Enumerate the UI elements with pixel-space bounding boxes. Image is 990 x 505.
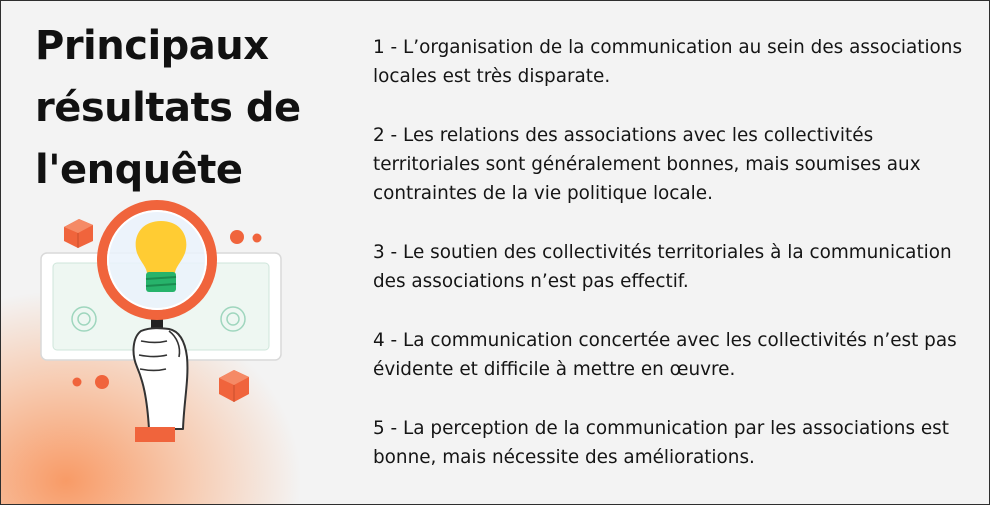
decorative-dot [230, 230, 244, 244]
title-line-2: résultats de [35, 85, 301, 131]
magnifier-illustration [1, 1, 331, 505]
cube-icon [219, 370, 249, 402]
decorative-dot [73, 378, 82, 387]
cube-icon [64, 219, 93, 248]
title-line-1: Principaux [35, 23, 269, 69]
decorative-dot [253, 234, 262, 243]
hand-icon [134, 328, 188, 442]
finding-item: 1 - L’organisation de la communication au sein des associations locales est très disparate. [373, 37, 963, 87]
finding-item: 5 - La perception de la communication par les associations est bonne, mais nécessite des améliorations. [373, 418, 949, 468]
decorative-dot [95, 375, 109, 389]
finding-item: 3 - Le soutien des collectivités territoriales à la communication des associations n’est pas effectif. [373, 242, 952, 292]
findings-list [373, 33, 973, 472]
finding-item: 4 - La communication concertée avec les collectivités n’est pas évidente et difficile à mettre en œuvre. [373, 330, 957, 380]
finding-item: 2 - Les relations des associations avec les collectivités territoriales sont généralement bonnes, mais soumises aux contraintes de la vie politique locale. [373, 125, 921, 204]
title-line-3: l'enquête [35, 147, 243, 193]
